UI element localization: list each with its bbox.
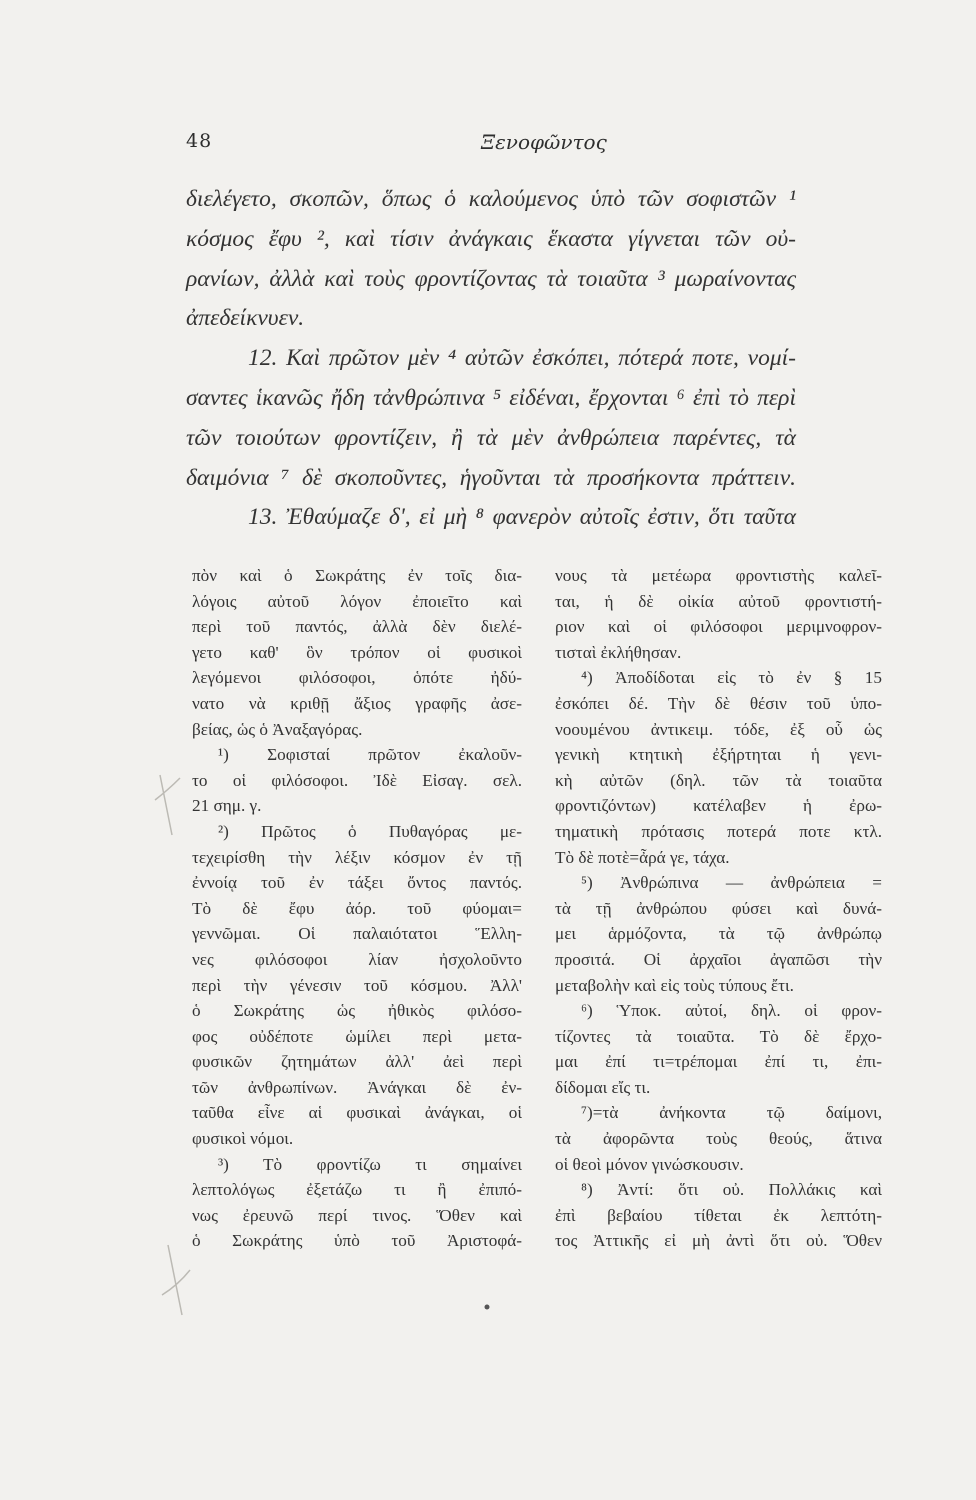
footnote-line: μει ἁρμόζοντα, τὰ τῷ ἀνθρώπῳ [555, 924, 882, 944]
footnote-line: γενικὴ κτητικὴ ἐξήρτηται ἡ γενι- [555, 745, 882, 765]
main-line: σαντες ἱκανῶς ἤδη τἀνθρώπινα ⁵ εἰδέναι, ἔρχονται ⁶ ἐπὶ τὸ περὶ [186, 384, 796, 411]
main-line: τῶν τοιούτων φροντίζειν, ἢ τὰ μὲν ἀνθρώπεια παρέντες, τὰ [186, 424, 796, 451]
page-header [0, 130, 976, 160]
main-line: ἀπεδείκνυεν. [186, 305, 305, 332]
footnote-line: τίζοντες τὰ τοιαῦτα. Τὸ δὲ ἔρχο- [555, 1026, 882, 1046]
footnote-6: ⁶) Ὑποκ. αὐτοί, δηλ. οἱ φρον- [581, 1001, 882, 1021]
footnote-line: προσιτά. Οἱ ἀρχαῖοι ἀγαπῶσι τὴν [555, 949, 882, 969]
footnote-line: ὁ Σωκράτης ὡς ἠθικὸς φιλόσο- [192, 1001, 522, 1021]
footnote-line: τηματικὴ πρότασις ποτερά ποτε κτλ. [555, 821, 882, 841]
main-text [186, 180, 796, 538]
footnote-line: μαι ἐπί τι=τρέπομαι ἐπί τι, ἐπι- [555, 1052, 882, 1072]
footnote-line: φροντιζόντων) κατέλαβεν ἡ ἐρω- [555, 796, 882, 816]
footnote-line: νες φιλόσοφοι λίαν ἠσχολοῦντο [192, 949, 522, 969]
footnote-line: φος οὐδέποτε ὡμίλει περὶ μετα- [192, 1026, 522, 1046]
footnote-line: ἐσκόπει δέ. Τὴν δὲ θέσιν τοῦ ὑπο- [555, 693, 882, 713]
footnote-line: νατο νὰ κριθῇ ἄξιος γραφῆς ἀσε- [192, 693, 522, 713]
footnote-line: 21 σημ. γ. [192, 796, 262, 816]
footnote-4: ⁴) Ἀποδίδοται εἰς τὸ ἐν § 15 [581, 668, 882, 688]
footnote-line: λεγόμενοι φιλόσοφοι, ὁπότε ἠδύ- [192, 668, 522, 688]
footnote-line: τὰ ἀφορῶντα τοὺς θεούς, ἅτινα [555, 1129, 882, 1149]
footnote-line: περὶ τοῦ παντός, ἀλλὰ δὲν διελέ- [192, 617, 522, 637]
footnote-line: τὰ τῇ ἀνθρώπου φύσει καὶ δυνά- [555, 898, 882, 918]
main-line: διελέγετο, σκοπῶν, ὅπως ὁ καλούμενος ὑπὸ τῶν σοφιστῶν ¹ [186, 186, 796, 212]
footnote-line: το οἱ φιλόσοφοι. Ἰδὲ Εἰσαγ. σελ. [192, 770, 522, 790]
footnote-line: Τὸ δὲ ἔφυ ἀόρ. τοῦ φύομαι= [192, 898, 522, 918]
footnote-line: τισταὶ ἐκλήθησαν. [555, 642, 682, 662]
ink-dot-icon [480, 1300, 494, 1314]
footnote-line: ται, ἡ δὲ οἰκία αὐτοῦ φροντιστή- [555, 591, 882, 611]
pencil-mark-icon [150, 770, 190, 840]
footnote-line: μεταβολὴν καὶ εἰς τοὺς τύπους ἔτι. [555, 975, 794, 995]
footnote-line: νως ἐρευνῶ περί τινος. Ὅθεν καὶ [192, 1205, 522, 1225]
footnotes-right-column [555, 563, 882, 1254]
footnote-line: πὸν καὶ ὁ Σωκράτης ἐν τοῖς δια- [192, 566, 522, 585]
main-line: κόσμος ἔφυ ², καὶ τίσιν ἀνάγκαις ἕκαστα γίγνεται τῶν οὐ- [186, 225, 796, 252]
footnote-line: τεχειρίσθη τὴν λέξιν κόσμον ἐν τῇ [192, 847, 522, 867]
footnotes-left-column [192, 563, 522, 1254]
main-line: ρανίων, ἀλλὰ καὶ τοὺς φροντίζοντας τὰ τοιαῦτα ³ μωραίνοντας [186, 265, 796, 292]
footnote-8: ⁸) Ἀντί: ὅτι οὐ. Πολλάκις καὶ [581, 1180, 882, 1200]
main-line: δαιμόνια ⁷ δὲ σκοποῦντες, ἡγοῦνται τὰ προσήκοντα πράττειν. [186, 464, 796, 491]
footnote-line: Τὸ δὲ ποτὲ=ἆρά γε, τάχα. [555, 847, 730, 867]
footnote-line: ταῦθα εἶνε αἱ φυσικαὶ ἀνάγκαι, οἱ [192, 1103, 522, 1123]
section-12-start: 12. Καὶ πρῶτον μὲν ⁴ αὐτῶν ἐσκόπει, πότερά ποτε, νομί- [248, 345, 796, 372]
footnote-line: τος Ἀττικῆς εἰ μὴ ἀντὶ ὅτι οὐ. Ὅθεν [555, 1231, 882, 1251]
footnote-2: ²) Πρῶτος ὁ Πυθαγόρας με- [218, 821, 522, 841]
footnote-1: ¹) Σοφισταί πρῶτον ἐκαλοῦν- [218, 745, 522, 765]
footnote-line: οἱ θεοὶ μόνον γινώσκουσιν. [555, 1154, 744, 1174]
section-13-start: 13. Ἐθαύμαζε δ', εἰ μὴ ⁸ φανερὸν αὐτοῖς ἐστιν, ὅτι ταῦτα [248, 504, 796, 531]
footnote-line: κὴ αὐτῶν (δηλ. τῶν τὰ τοιαῦτα [555, 770, 882, 790]
footnote-line: ἐννοίᾳ τοῦ ἐν τάξει ὄντος παντός. [192, 873, 522, 893]
pencil-mark-icon [158, 1240, 198, 1320]
footnote-line: λεπτολόγως ἐξετάζω τι ἢ ἐπιπό- [192, 1180, 522, 1200]
footnote-line: βείας, ὡς ὁ Ἀναξαγόρας. [192, 719, 363, 739]
footnote-7: ⁷)=τὰ ἀνήκοντα τῷ δαίμονι, [581, 1103, 882, 1123]
page-number: 48 [186, 130, 213, 152]
footnote-line: ριον καὶ οἱ φιλόσοφοι μεριμνοφρον- [555, 617, 882, 637]
footnote-line: δίδομαι εἴς τι. [555, 1077, 651, 1097]
footnote-line: φυσικοὶ νόμοι. [192, 1129, 294, 1149]
footnote-line: ἐπὶ βεβαίου τίθεται ἐκ λεπτότη- [555, 1205, 882, 1225]
footnote-line: περὶ τὴν γένεσιν τοῦ κόσμου. Ἀλλ' [192, 975, 522, 995]
footnote-5: ⁵) Ἀνθρώπινα — ἀνθρώπεια = [581, 873, 882, 893]
footnote-line: γεννῶμαι. Οἱ παλαιότατοι Ἕλλη- [192, 924, 522, 944]
footnote-3: ³) Τὸ φροντίζω τι σημαίνει [218, 1154, 522, 1174]
footnote-line: τῶν ἀνθρωπίνων. Ἀνάγκαι δὲ ἐν- [192, 1077, 522, 1097]
footnote-line: νοουμένου ἀντικειμ. τόδε, ἐξ οὗ ὡς [555, 719, 882, 739]
running-title: Ξενοφῶντος [481, 130, 607, 154]
footnote-line: γετο καθ' ὃν τρόπον οἱ φυσικοὶ [192, 642, 522, 662]
footnote-line: φυσικῶν ζητημάτων ἀλλ' ἀεὶ περὶ [192, 1052, 522, 1072]
footnote-line: λόγοις αὐτοῦ λόγον ἐποιεῖτο καὶ [192, 591, 522, 611]
footnote-line: ὁ Σωκράτης ὑπὸ τοῦ Ἀριστοφά- [192, 1231, 522, 1251]
footnote-line: νους τὰ μετέωρα φροντιστὴς καλεῖ- [555, 566, 882, 585]
